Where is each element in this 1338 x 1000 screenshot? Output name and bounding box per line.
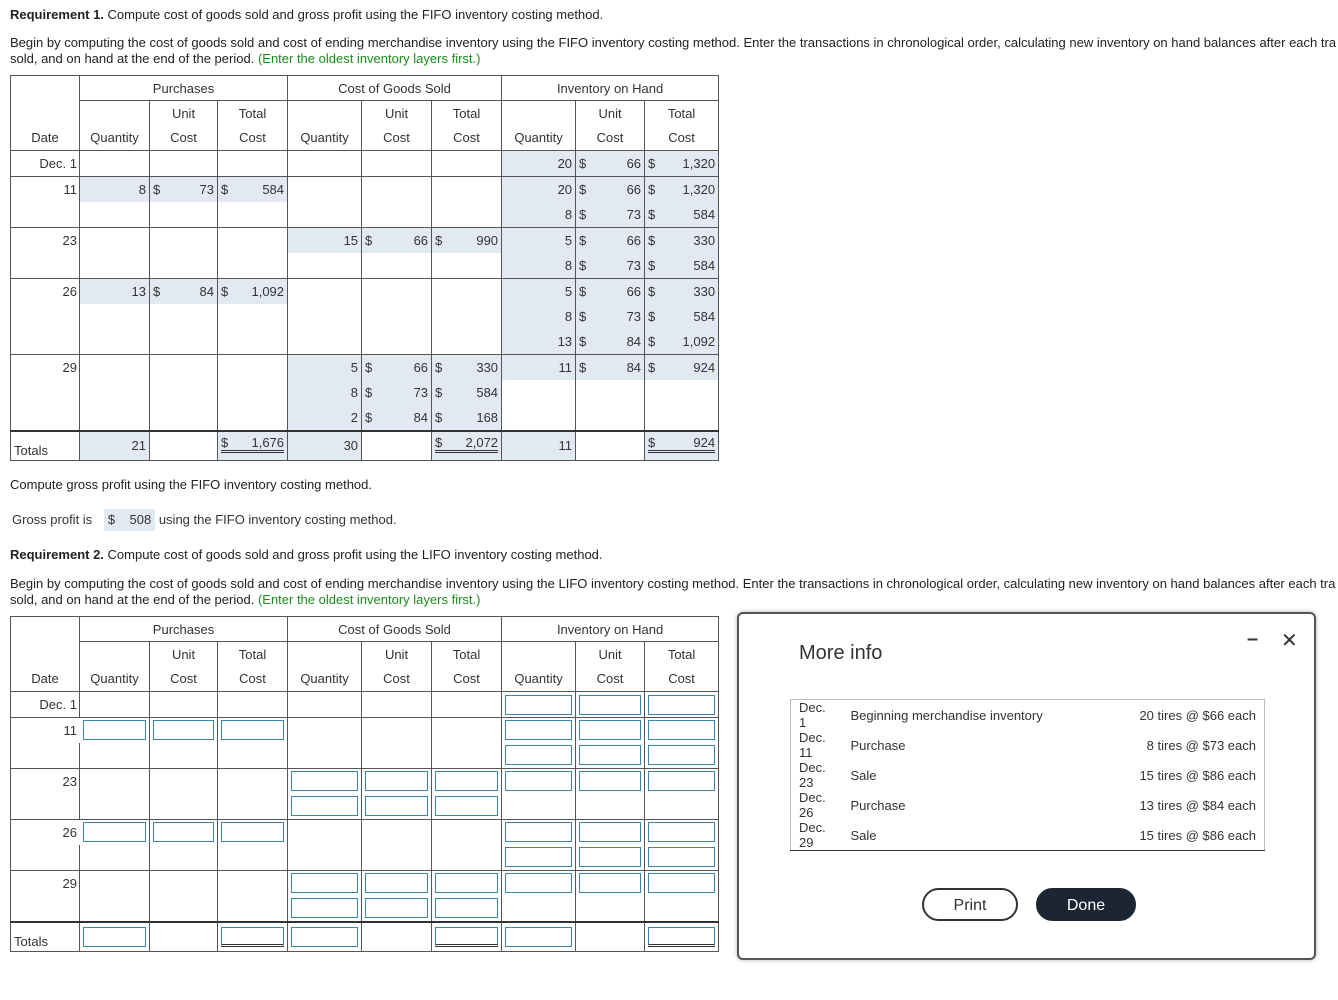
lifo-dec29-c2-qty-input[interactable] [291,898,358,918]
more-info-dialog [737,612,1316,960]
lifo-dec11-oh1-qty-input[interactable] [505,720,572,740]
lifo-dec23-oh1-unit-input[interactable] [579,771,641,791]
lifo-dec29-c1-total-input[interactable] [435,873,498,893]
lifo-dec26-oh2-unit-input[interactable] [579,847,641,867]
lifo-dec26-oh1-unit-input[interactable] [579,822,641,842]
lifo-dec11-p-total-input[interactable] [221,720,284,740]
lifo-dec11-oh2-total-input[interactable] [648,745,715,765]
lifo-dec26-p-unit-input[interactable] [153,822,214,842]
lifo-dec26-oh2-total-input[interactable] [648,847,715,867]
lifo-dec23-c1-unit-input[interactable] [365,771,428,791]
done-button[interactable]: Done [1036,888,1136,921]
lifo-dec11-p-unit-input[interactable] [153,720,214,740]
lifo-dec29-c2-unit-input[interactable] [365,898,428,918]
gross-profit-value: $ 508 [104,509,155,531]
info-row: Dec. 29 Sale 15 tires @ $86 each [791,820,1265,851]
req2-instructions: Begin by computing the cost of goods sold and cost of ending merchandise inventory using the LIFO inventory costing method. Enter the transactions in chronological order, calculating new inventory on hand balances after each tra sold, and on hand at the end of the period. (Enter the oldest inventory layers first.) [10,576,1336,607]
fifo-row-dec23: 23 15 $ 66 $ 990 5 $ 66 $ 330 [11,228,719,253]
lifo-dec11-oh1-unit-input[interactable] [579,720,641,740]
req1-title: Requirement 1. Compute cost of goods sold and gross profit using the FIFO inventory costing method. [10,7,604,22]
lifo-table: Purchases Cost of Goods Sold Inventory on Hand Unit Total Unit Total Unit Total Date Quantity Cost Cost Quantity Cost Cost Quantity Cost Cost Dec. 1 11 23 26 29 Totals [10,616,719,952]
lifo-total-c-cost-input[interactable] [435,927,498,947]
lifo-dec1-oh-unit-input[interactable] [579,695,641,715]
fifo-row-dec1: Dec. 1 20 $ 66 $ 1,320 [11,151,719,177]
lifo-dec23-c2-qty-input[interactable] [291,796,358,816]
lifo-dec29-c1-unit-input[interactable] [365,873,428,893]
minimize-icon[interactable]: – [1247,628,1259,650]
lifo-dec23-oh1-total-input[interactable] [648,771,715,791]
lifo-dec29-oh1-unit-input[interactable] [579,873,641,893]
lifo-dec29-c1-qty-input[interactable] [291,873,358,893]
close-icon[interactable]: ✕ [1281,630,1298,652]
lifo-dec26-oh1-qty-input[interactable] [505,822,572,842]
gross-profit-intro: Compute gross profit using the FIFO inventory costing method. [10,477,373,492]
lifo-dec26-oh1-total-input[interactable] [648,822,715,842]
info-row: Dec. 11 Purchase 8 tires @ $73 each [799,730,1256,760]
lifo-dec11-oh2-unit-input[interactable] [579,745,641,765]
lifo-total-p-cost-input[interactable] [221,927,284,947]
onhand-header: Inventory on Hand [502,76,719,101]
fifo-row-dec11: 11 8 $ 73 $ 584 20 $ 66 $ 1,320 [11,177,719,202]
info-row: Dec. 26 Purchase 13 tires @ $84 each [799,790,1256,820]
fifo-row-totals: Totals 21 $ 1,676 30 $ 2,072 11 $ 924 [11,431,719,461]
more-info-table [790,699,1265,851]
dialog-title: More info [799,642,883,664]
lifo-dec26-oh2-qty-input[interactable] [505,847,572,867]
lifo-dec23-c1-qty-input[interactable] [291,771,358,791]
lifo-dec1-oh-total-input[interactable] [648,695,715,715]
lifo-dec23-oh1-qty-input[interactable] [505,771,572,791]
lifo-total-p-qty-input[interactable] [83,927,146,947]
req1-instructions: Begin by computing the cost of goods sold and cost of ending merchandise inventory using the FIFO inventory costing method. Enter the transactions in chronological order, calculating new inventory on hand balances after each tra sold, and on hand at the end of the period. (Enter the oldest inventory layers first.) [10,35,1337,66]
info-row: Dec. 23 Sale 15 tires @ $86 each [799,760,1256,790]
lifo-dec23-c1-total-input[interactable] [435,771,498,791]
lifo-dec26-p-qty-input[interactable] [83,822,147,842]
lifo-total-oh-cost-input[interactable] [648,927,715,947]
lifo-dec1-oh-qty-input[interactable] [505,695,572,715]
lifo-dec29-oh1-qty-input[interactable] [505,873,572,893]
fifo-row-dec29: 29 5 $ 66 $ 330 11 $ 84 $ 924 [11,355,719,380]
print-button[interactable]: Print [922,888,1018,921]
lifo-dec23-c2-unit-input[interactable] [365,796,428,816]
purchases-header: Purchases [80,76,288,101]
lifo-dec29-oh1-total-input[interactable] [648,873,715,893]
lifo-dec29-c2-total-input[interactable] [435,898,498,918]
lifo-dec11-oh1-total-input[interactable] [648,720,715,740]
gross-profit-line: Gross profit is $ 508 using the FIFO inventory costing method. [12,508,397,532]
lifo-dec11-oh2-qty-input[interactable] [505,745,572,765]
fifo-table: Purchases Cost of Goods Sold Inventory on Hand Unit Total Unit Total Unit Total Date Quantity Cost Cost Quantity Cost Cost Quantity Cost Cost Dec. 1 20 $ 66 $ 1,320 11 8 $ 73 $ 584 20 $ 66 $ 1,320 8 $ 73 $ 584 23 15 $ 66 $ 990 5 $ 66 $ 330 8 $ 73 $ 584 26 13 $ 84 $ 1,092 5 $ 66 $ 330 8 $ 73 $ 584 13 $ 84 $ 1,092 29 5 $ 66 $ 330 11 $ 84 $ 924 8 $ 73 $ 584 2 $ 84 $ 168 Totals 21 $ 1,676 30 $ 2,072 11 $ 924 [10,75,719,461]
lifo-total-oh-qty-input[interactable] [505,927,572,947]
req2-title: Requirement 2. Compute cost of goods sold and gross profit using the LIFO inventory costing method. [10,547,603,562]
lifo-dec26-p-total-input[interactable] [221,822,284,842]
lifo-dec23-c2-total-input[interactable] [435,796,498,816]
lifo-dec11-p-qty-input[interactable] [83,720,147,740]
cogs-header: Cost of Goods Sold [288,76,502,101]
fifo-row-dec26: 26 13 $ 84 $ 1,092 5 $ 66 $ 330 [11,279,719,304]
lifo-total-c-qty-input[interactable] [291,927,358,947]
info-row: Dec. 1 Beginning merchandise inventory 20 tires @ $66 each [799,700,1256,730]
